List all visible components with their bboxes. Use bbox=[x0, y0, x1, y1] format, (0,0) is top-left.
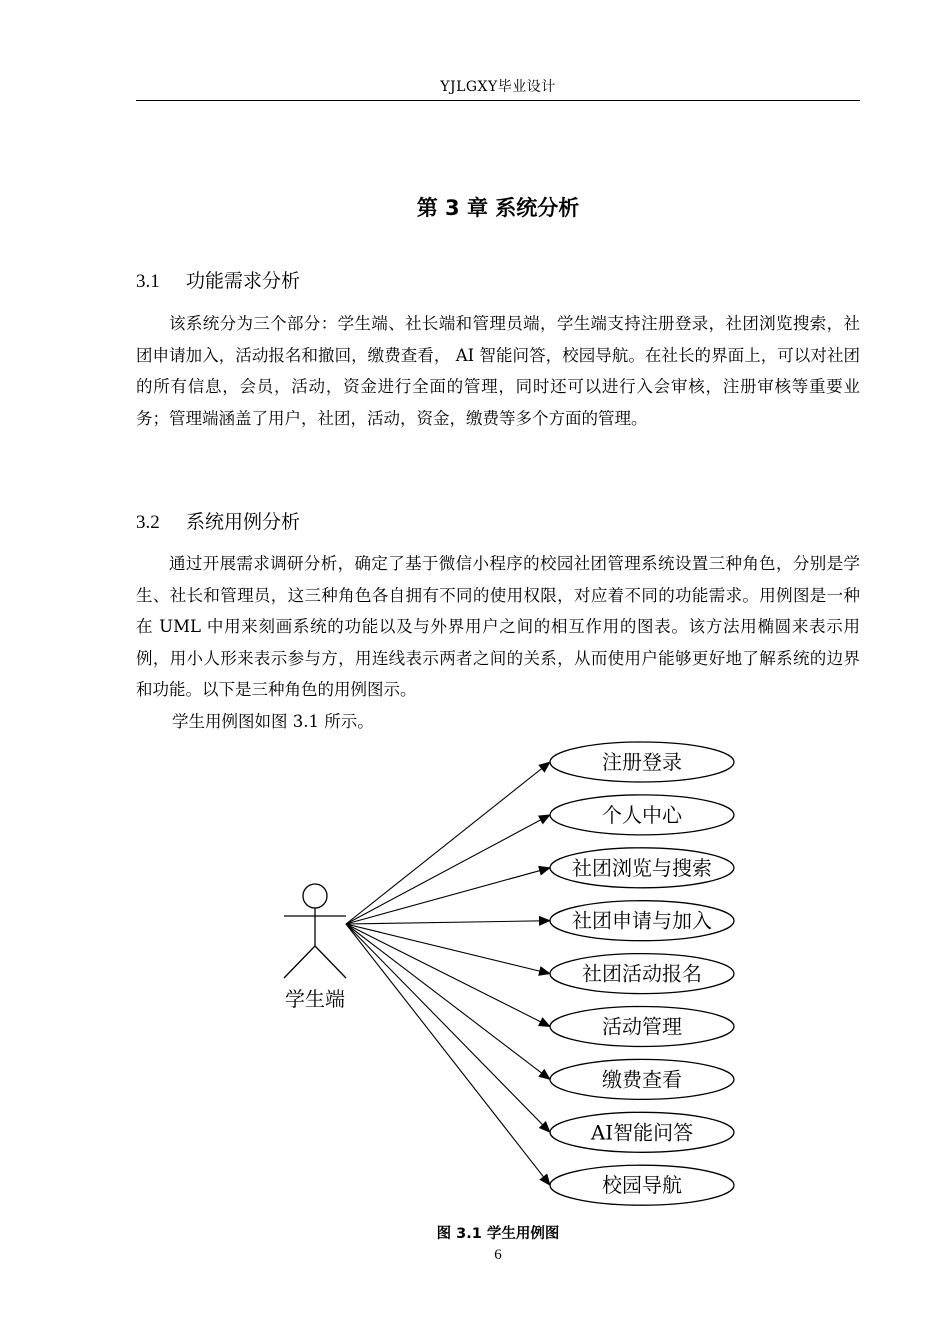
use-case-label: 缴费查看 bbox=[602, 1067, 682, 1092]
section-heading-3-2 bbox=[136, 507, 300, 534]
figure-caption: 图 3.1 学生用例图 bbox=[436, 1226, 560, 1242]
section-title: 系统用例分析 bbox=[186, 511, 301, 533]
association-arrow bbox=[346, 924, 550, 1185]
association-arrow bbox=[346, 924, 550, 1132]
section-paragraph: 通过开展需求调研分析，确定了基于微信小程序的校园社团管理系统设置三种角色，分别是学生、社长和管理员，这三种角色各自拥有不同的使用权限，对应着不同的功能需求。用例图是一种在 UML 中用来刻画系统的功能以及与外界用户之间的相互作用的图表。该方法用椭圆来表示用例，用小人形来表示参与方，用连线表示两者之间的关系，从而使用户能够更好地了解系统的边界和功能。以下是三种角色的用例图示。 bbox=[136, 554, 860, 699]
header-rule bbox=[136, 100, 860, 101]
use-case-label: 社团申请与加入 bbox=[572, 908, 712, 933]
use-case-label: 社团活动报名 bbox=[582, 961, 702, 986]
association-arrow bbox=[346, 762, 550, 924]
association-arrow bbox=[346, 924, 550, 1027]
section-number: 3.1 bbox=[136, 271, 160, 292]
association-arrow bbox=[346, 868, 550, 924]
use-case-label: 校园导航 bbox=[602, 1173, 682, 1198]
figure-lead-text: 学生用例图如图 3.1 所示。 bbox=[172, 712, 374, 731]
association-arrow bbox=[346, 924, 550, 974]
use-case-label: 个人中心 bbox=[602, 802, 682, 827]
use-case-list bbox=[346, 742, 734, 1205]
actor-label: 学生端 bbox=[285, 987, 345, 1011]
association-arrow bbox=[346, 815, 550, 924]
chapter-title: 第 3 章 系统分析 bbox=[416, 196, 580, 220]
section-title: 功能需求分析 bbox=[186, 270, 301, 292]
association-arrow bbox=[346, 924, 550, 1079]
use-case-diagram bbox=[270, 728, 750, 1208]
use-case-label: 活动管理 bbox=[602, 1014, 682, 1039]
use-case-label: AI智能问答 bbox=[590, 1120, 694, 1145]
association-arrow bbox=[346, 921, 550, 924]
page-number: 6 bbox=[494, 1247, 502, 1263]
section-number: 3.2 bbox=[136, 512, 160, 533]
section-paragraph: 该系统分为三个部分：学生端、社长端和管理员端，学生端支持注册登录，社团浏览搜索，社团申请加入，活动报名和撤回，缴费查看， AI 智能问答，校园导航。在社长的界面上，可以对社团的所有信息，会员，活动，资金进行全面的管理，同时还可以进行入会审核，注册审核等重要业务；管理端涵盖了用户，社团，活动，资金，缴费等多个方面的管理。 bbox=[136, 314, 860, 428]
section-heading-3-1 bbox=[136, 266, 300, 293]
actor-stick-figure bbox=[284, 884, 346, 978]
use-case-label: 社团浏览与搜索 bbox=[572, 855, 712, 880]
running-header: YJLGXY毕业设计 bbox=[440, 79, 556, 95]
use-case-label: 注册登录 bbox=[602, 750, 682, 774]
